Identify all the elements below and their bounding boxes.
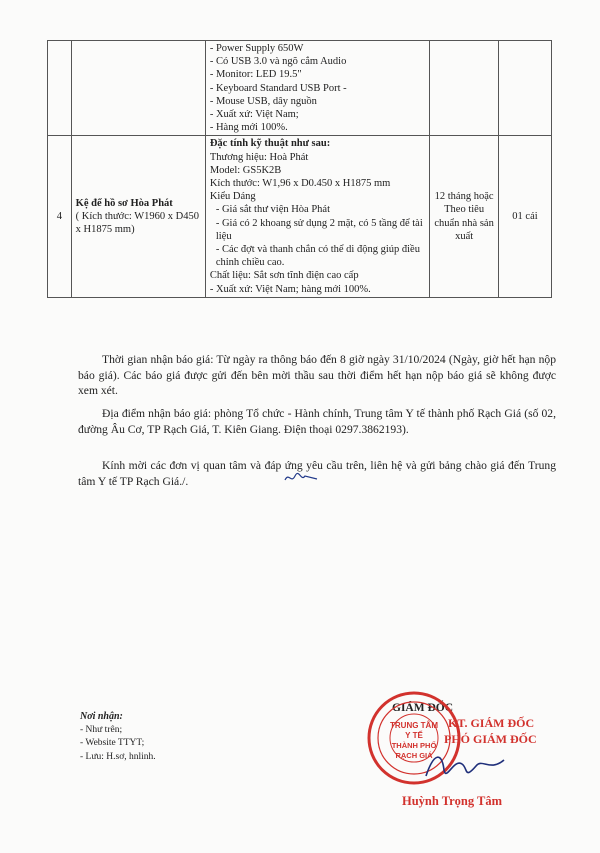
recipient-item: - Lưu: H.sơ, hnlinh.	[80, 751, 156, 762]
spec-line: Thương hiệu: Hoà Phát	[209, 151, 309, 163]
warranty-cell: 12 tháng hoặc Theo tiêu chuẩn nhà sản xuất	[430, 136, 499, 297]
quantity-cell: 01 cái	[498, 136, 551, 297]
svg-text:Y TẾ: Y TẾ	[405, 731, 423, 740]
spec-line: - Xuất xứ: Việt Nam; hàng mới 100%.	[209, 283, 371, 295]
item-name: Kệ để hồ sơ Hòa Phát	[75, 197, 173, 209]
quote-deadline-paragraph	[78, 352, 556, 399]
handwritten-signature	[420, 746, 510, 786]
initial-signature	[283, 470, 319, 486]
recipient-item: - Website TTYT;	[80, 738, 145, 748]
quote-location-paragraph	[78, 406, 556, 437]
item-dimensions: ( Kích thước: W1960 x D450 x H1875 mm)	[75, 211, 199, 236]
table-row	[48, 136, 552, 297]
spec-line: Model: GS5K2B	[209, 164, 282, 176]
spec-line: - Giá có 2 khoang sử dụng 2 mặt, có 5 tầng để tài liệu	[215, 217, 423, 242]
spec-line: - Mouse USB, dây nguồn	[209, 95, 317, 107]
spec-title: Đặc tính kỹ thuật như sau:	[209, 138, 331, 150]
spec-line: - Các đợt và thanh chắn có thể di động giúp điều chỉnh chiều cao.	[215, 244, 420, 269]
svg-text:TRUNG TÂM: TRUNG TÂM	[390, 721, 438, 730]
kt-director-line: KT. GIÁM ĐỐC	[448, 716, 535, 730]
spec-cell	[205, 41, 429, 136]
spec-line: - Hàng mới 100%.	[209, 122, 288, 134]
signature-role: GIÁM ĐỐC	[392, 702, 454, 714]
spec-cell	[205, 136, 429, 297]
spec-line: Kích thước: W1,96 x D0.450 x H1875 mm	[209, 178, 391, 190]
spec-line: - Keyboard Standard USB Port -	[209, 82, 347, 94]
paragraph-text: Kính mời các đơn vị quan tâm và đáp ứng yêu cầu trên, liên hệ và gửi bảng chào giá đến Trung tâm Y tế TP Rạch Giá./.	[78, 459, 556, 488]
signer-name: Huỳnh Trọng Tâm	[402, 794, 503, 808]
table-row	[48, 41, 552, 136]
spec-line: - Power Supply 650W	[209, 43, 304, 54]
spec-line: - Monitor: LED 19.5"	[209, 69, 302, 81]
spec-line: Kiểu Dáng	[209, 191, 256, 203]
paragraph-text: Thời gian nhận báo giá: Từ ngày ra thông báo đến 8 giờ ngày 31/10/2024 (Ngày, giờ hết hạn nộp báo giá). Các báo giá được gửi đến bên mời thầu sau thời điểm hết hạn nộp báo giá sẽ không được xem xét.	[78, 353, 556, 397]
spec-line: Chất liệu: Sắt sơn tĩnh điện cao cấp	[209, 270, 359, 282]
row-number-cell	[48, 41, 72, 136]
item-name-cell	[71, 136, 205, 297]
equipment-table	[47, 40, 552, 298]
row-number-cell: 4	[48, 136, 72, 297]
paragraph-text: Địa điểm nhận báo giá: phòng Tổ chức - Hành chính, Trung tâm Y tế thành phố Rạch Giá (số 02, đường Âu Cơ, TP Rạch Giá, T. Kiên Giang. Điện thoại 0297.3862193).	[78, 407, 556, 436]
recipient-item: - Như trên;	[80, 724, 123, 735]
svg-text:RẠCH GIÁ: RẠCH GIÁ	[395, 751, 433, 760]
warranty-cell	[430, 41, 499, 136]
item-name-cell	[71, 41, 205, 136]
deputy-director-line: PHÓ GIÁM ĐỐC	[444, 732, 537, 746]
spec-line: - Có USB 3.0 và ngõ cắm Audio	[209, 56, 347, 68]
recipients-title: Nơi nhận:	[80, 711, 123, 722]
spec-line: - Xuất xứ: Việt Nam;	[209, 109, 299, 121]
svg-text:THÀNH PHỐ: THÀNH PHỐ	[391, 741, 437, 750]
quantity-cell	[498, 41, 551, 136]
recipients-block	[80, 710, 156, 764]
spec-line: - Giá sắt thư viện Hòa Phát	[215, 204, 331, 216]
